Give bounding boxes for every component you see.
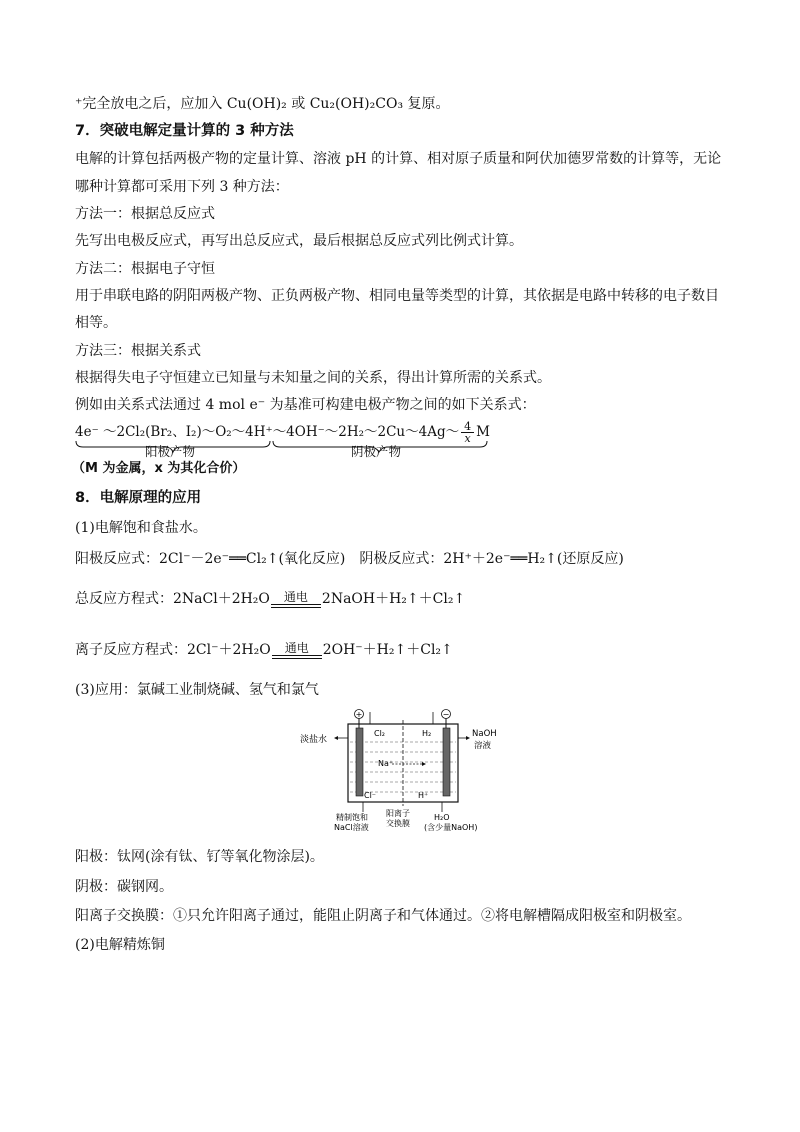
paragraph-line: 哪种计算都可采用下列 3 种方法： xyxy=(75,179,289,195)
chlorine-label: Cl₂ xyxy=(374,729,386,738)
hydrogen-ion-label: H⁺ xyxy=(418,791,429,800)
condition-arrow: 通电 xyxy=(271,590,321,608)
anode-products-label: 阳极产物 xyxy=(145,444,196,459)
relation-left: 4e⁻ ～2Cl₂(Br₂、I₂)～O₂～4H⁺ xyxy=(75,424,273,440)
method-description: 用于串联电路的阴阳两极产物、正负两极产物、相同电量等类型的计算，其依据是电路中转移的电子数目 xyxy=(75,288,719,304)
example-line: 例如由关系式法通过 4 mol e⁻ 为基准可构建电极产物之间的如下关系式： xyxy=(75,397,536,413)
membrane-description: 阳离子交换膜：①只允许阳离子通过，能阻止阴离子和气体通过。②将电解槽隔成阳极室和阴极室。 xyxy=(75,908,691,924)
membrane-label-1: 阳离子 xyxy=(386,809,410,818)
membrane-label-2: 交换膜 xyxy=(386,819,410,828)
feed-label-1: 精制饱和 xyxy=(336,813,368,822)
section-heading-7: 7．突破电解定量计算的 3 种方法 xyxy=(75,123,294,139)
relation-right: ～4OH⁻～2H₂～2Cu～4Ag～ xyxy=(272,424,460,440)
relation-formula xyxy=(75,420,505,490)
water-note-label: (含少量NaOH) xyxy=(424,823,478,832)
negative-terminal: − xyxy=(442,710,450,719)
anode-description: 阳极：钛网(涂有钛、钌等氧化物涂层)。 xyxy=(75,849,324,865)
ionic-reaction-right: 2OH⁻＋H₂↑＋Cl₂↑ xyxy=(322,642,453,658)
brace-graphics xyxy=(75,440,495,454)
naoh-solution-label: 溶液 xyxy=(474,741,492,751)
text-line: ⁺完全放电之后，应加入 Cu(OH)₂ 或 Cu₂(OH)₂CO₃ 复原。 xyxy=(75,96,450,112)
total-reaction-right: 2NaOH＋H₂↑＋Cl₂↑ xyxy=(321,591,466,607)
positive-terminal: + xyxy=(355,710,363,719)
ionic-reaction xyxy=(75,640,453,660)
condition-arrow: 通电 xyxy=(272,641,322,659)
ionic-reaction-left: 离子反应方程式：2Cl⁻＋2H₂O xyxy=(75,642,271,658)
naoh-label: NaOH xyxy=(472,729,497,739)
feed-label-2: NaCl溶液 xyxy=(334,823,369,832)
subsection-title: (2)电解精炼铜 xyxy=(75,937,165,953)
chlor-alkali-cell-diagram xyxy=(300,708,510,840)
relation-tail: M xyxy=(476,424,490,440)
cathode-description: 阴极：碳钢网。 xyxy=(75,879,173,895)
relation-note: （M 为金属，x 为其化合价） xyxy=(72,461,246,476)
chloride-ion-label: Cl⁻ xyxy=(364,791,377,800)
method-description: 相等。 xyxy=(75,315,117,331)
method-title: 方法二：根据电子守恒 xyxy=(75,261,215,277)
section-heading-8: 8．电解原理的应用 xyxy=(75,490,202,506)
total-reaction-left: 总反应方程式：2NaCl＋2H₂O xyxy=(75,591,270,607)
method-title: 方法三：根据关系式 xyxy=(75,343,201,359)
method-title: 方法一：根据总反应式 xyxy=(75,206,215,222)
water-label: H₂O xyxy=(434,813,450,822)
hydrogen-label: H₂ xyxy=(422,729,432,738)
total-reaction xyxy=(75,589,465,609)
application-line: (3)应用：氯碱工业制烧碱、氢气和氯气 xyxy=(75,682,319,698)
method-description: 先写出电极反应式，再写出总反应式，最后根据总反应式列比例式计算。 xyxy=(75,233,523,249)
sodium-ion-label: Na⁺ xyxy=(378,759,394,768)
paragraph-line: 电解的计算包括两极产物的定量计算、溶液 pH 的计算、相对原子质量和阿伏加德罗常数的计算等，无论 xyxy=(75,151,722,167)
subsection-title: (1)电解饱和食盐水。 xyxy=(75,520,207,536)
relation-fraction: $\frac{4}{x}$ xyxy=(461,421,474,444)
dilute-brine-label: 淡盐水 xyxy=(300,735,328,745)
method-description: 根据得失电子守恒建立已知量与未知量之间的关系，得出计算所需的关系式。 xyxy=(75,370,551,386)
electrode-reactions: 阳极反应式：2Cl⁻－2e⁻══Cl₂↑(氧化反应) 阴极反应式：2H⁺＋2e⁻══H₂↑(还原反应) xyxy=(75,551,624,567)
cathode-products-label: 阴极产物 xyxy=(351,444,402,459)
